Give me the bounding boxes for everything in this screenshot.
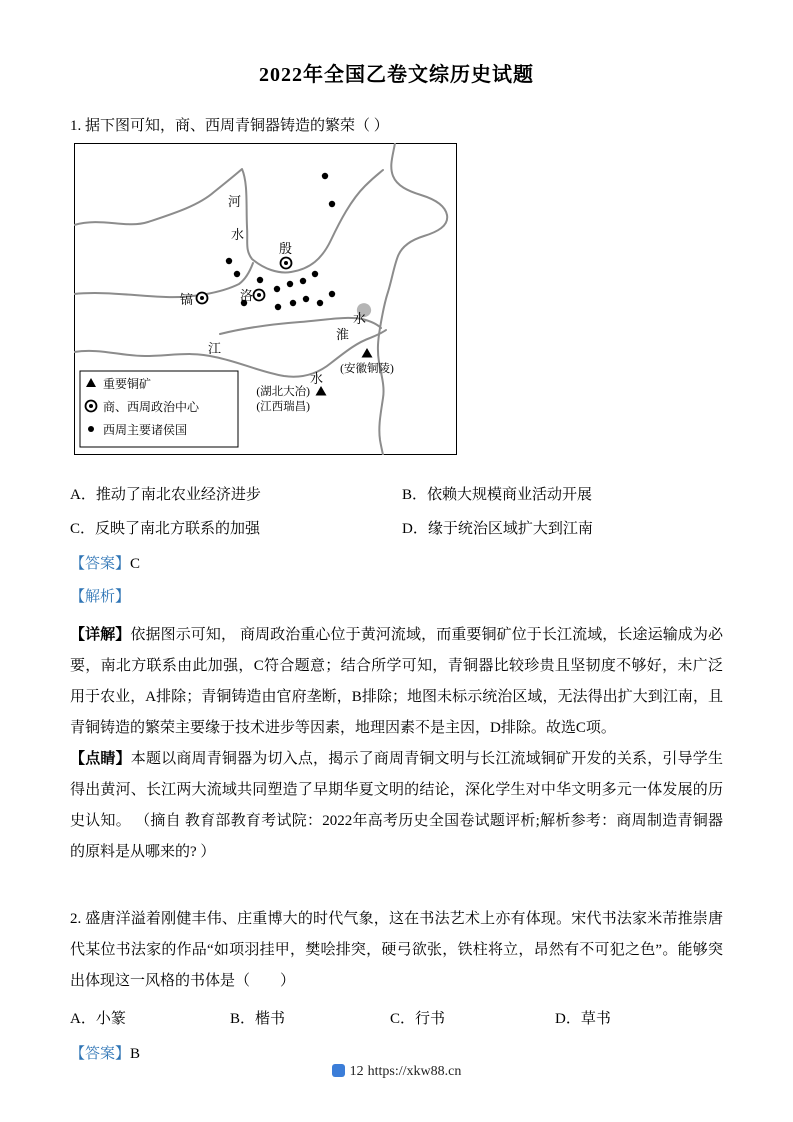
question-1-map-figure	[74, 143, 457, 455]
q2-option-d: D．草书	[555, 1011, 611, 1027]
map-label-he: 河	[228, 194, 242, 209]
q2-option-b: B．楷书	[230, 1011, 286, 1027]
q2-option-a: A．小篆	[70, 1011, 126, 1027]
map-label-shui-huai: 水	[353, 311, 367, 326]
question-2-stem: 2. 盛唐洋溢着刚健丰伟、庄重博大的时代气象，这在书法艺术上亦有体现。宋代书法家米芾推崇唐代某位书法家的作品“如项羽挂甲，樊哙排突，硬弓欲张，铁柱将立，昂然有不可犯之色”。能够突出体现这一风格的书体是（ ）	[70, 911, 723, 989]
bronze-age-map	[74, 143, 457, 455]
map-label-hao: 镐	[180, 292, 194, 307]
q1-option-b: B．依赖大规模商业活动开展	[402, 487, 593, 503]
yin-capital-marker	[281, 258, 292, 269]
document-title: 2022年全国乙卷文综历史试题	[259, 64, 534, 86]
map-label-shui-he: 水	[231, 227, 245, 242]
question-1-options	[70, 483, 723, 538]
xkw-logo-icon	[332, 1064, 345, 1077]
q1-option-c: C．反映了南北方联系的加强	[70, 521, 261, 537]
luo-capital-marker	[254, 290, 265, 301]
legend-state-dot-icon	[88, 426, 94, 432]
legend-center-circled-dot-icon	[86, 401, 97, 412]
footer-page-number: 12	[349, 1064, 364, 1079]
q1-option-a: A．推动了南北农业经济进步	[70, 487, 261, 503]
q1-detail-text: 依据图示可知， 商周政治重心位于黄河流域，而重要铜矿位于长江流域，长途运输成为必要，南北方联系由此加强，C符合题意；结合所学可知，青铜器比较珍贵且坚韧度不够好，未广泛用于农业，A排除；青铜铸造由官府垄断，B排除；地图未标示统治区域，无法得出扩大到江南，且青铜铸造的繁荣主要缘于技术进步等因素，地理因素不是主因，D排除。故选C项。	[70, 627, 723, 736]
q1-option-d: D．缘于统治区域扩大到江南	[402, 521, 593, 537]
q2-answer-value: B	[130, 1046, 141, 1062]
q1-answer-line	[70, 548, 723, 581]
q2-answer-label: 【答案】	[70, 1046, 131, 1062]
map-label-jiang: 江	[208, 341, 222, 356]
q1-tip-text: 本题以商周青铜器为切入点，揭示了商周青铜文明与长江流域铜矿开发的关系，引导学生得出黄河、长江两大流域共同塑造了早期华夏文明的结论，深化学生对中华文明多元一体发展的历史认知。 （摘自 教育部教育考试院：2022年高考历史全国卷试题评析;解析参考：商周制造青铜器的原料是从哪来的? ）	[70, 751, 723, 860]
q2-option-c: C．行书	[390, 1011, 446, 1027]
legend-mine-label: 重要铜矿	[103, 377, 152, 391]
hao-capital-marker	[197, 293, 208, 304]
legend-state-label: 西周主要诸侯国	[103, 423, 188, 437]
map-label-luo: 洛	[240, 288, 254, 303]
map-label-tongling: (安徽铜陵)	[340, 363, 394, 375]
map-label-ruichang: (江西瑞昌)	[256, 401, 310, 413]
q1-detail-label: 【详解】	[70, 627, 131, 643]
map-label-shui-jiang: 水	[310, 371, 324, 386]
footer-url-link[interactable]: https://xkw88.cn	[367, 1064, 462, 1079]
q1-answer-label: 【答案】	[70, 556, 131, 572]
question-1-stem: 1. 据下图可知，商、西周青铜器铸造的繁荣（ ）	[70, 118, 389, 134]
map-label-huai: 淮	[336, 327, 350, 342]
q1-answer-value: C	[130, 556, 141, 572]
q1-detail-paragraph	[70, 620, 723, 744]
map-label-yin: 殷	[279, 241, 293, 256]
question-2-options	[70, 1007, 723, 1028]
page-footer	[0, 1064, 793, 1080]
legend-center-label: 商、西周政治中心	[103, 400, 200, 414]
q1-tip-label: 【点睛】	[70, 751, 131, 767]
q1-analysis-label: 【解析】	[70, 589, 131, 605]
map-label-daye: (湖北大冶)	[256, 386, 310, 398]
q1-analysis-line	[70, 581, 723, 614]
q1-tip-paragraph	[70, 744, 723, 868]
map-legend	[80, 371, 238, 447]
